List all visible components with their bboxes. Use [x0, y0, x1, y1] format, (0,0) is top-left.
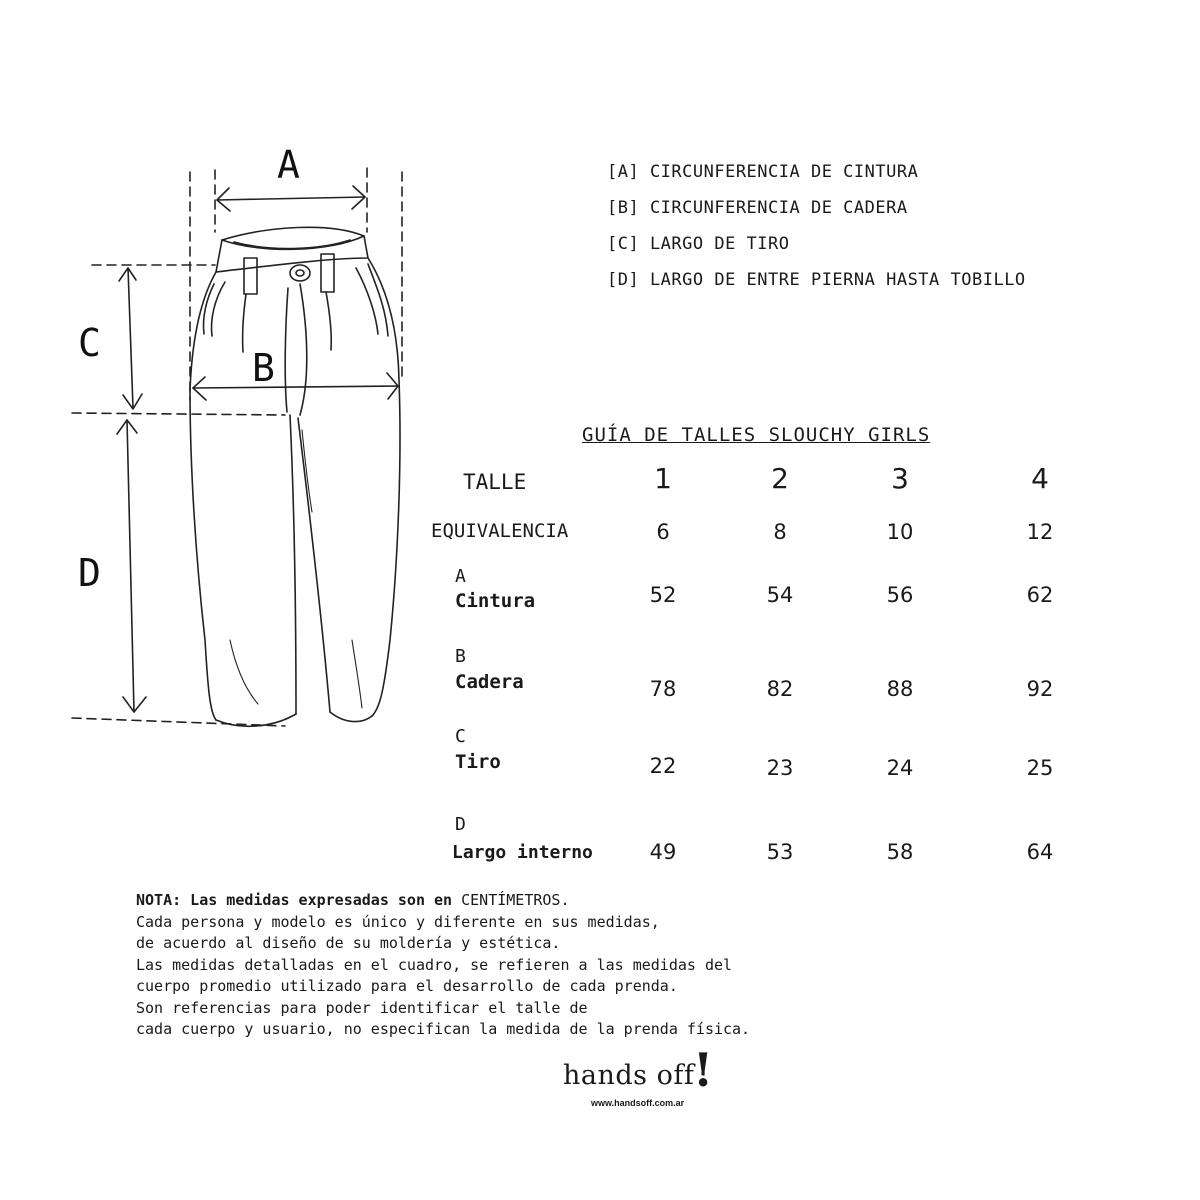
row-name-tiro: Tiro [455, 751, 501, 773]
row-letter-c: C [455, 726, 466, 747]
note-line-3: de acuerdo al diseño de su moldería y estética. [136, 934, 561, 952]
note-line-7: cada cuerpo y usuario, no especifican la medida de la prenda física. [136, 1020, 751, 1038]
row-letter-b: B [455, 646, 466, 667]
largo-value-1: 49 [649, 840, 677, 864]
legend-item-a: [A] CIRCUNFERENCIA DE CINTURA [607, 162, 919, 182]
equivalence-value-4: 12 [1026, 520, 1054, 544]
cadera-value-2: 82 [766, 677, 794, 701]
note-line-2: Cada persona y modelo es único y diferente en sus medidas, [136, 912, 660, 931]
equivalence-label: EQUIVALENCIA [431, 520, 569, 542]
note-line-6: Son referencias para poder identificar el talle de [136, 998, 588, 1017]
equivalence-value-3: 10 [886, 520, 914, 544]
cadera-value-1: 78 [649, 677, 677, 701]
brand-logo [563, 1043, 714, 1108]
size-header-label: TALLE [463, 470, 527, 494]
cintura-value-3: 56 [886, 583, 914, 607]
legend-item-c: [C] LARGO DE TIRO [607, 234, 790, 254]
guide-dashed-line [72, 413, 285, 415]
pants-measurement-diagram [0, 0, 440, 760]
legend-item-b: [B] CIRCUNFERENCIA DE CADERA [607, 198, 908, 218]
dimension-label-a: A [277, 143, 300, 187]
row-name-largo-interno: Largo interno [452, 842, 593, 863]
guide-dashed-line [72, 718, 285, 726]
size-header-1: 1 [654, 462, 672, 495]
measurement-legend [607, 160, 1026, 304]
largo-value-4: 64 [1026, 840, 1054, 864]
largo-value-2: 53 [766, 840, 794, 864]
brand-exclamation-mark: ! [693, 1043, 714, 1097]
tiro-value-1: 22 [649, 754, 677, 778]
note-line-5: cuerpo promedio utilizado para el desarrollo de cada prenda. [136, 977, 678, 995]
cadera-value-4: 92 [1026, 677, 1054, 701]
size-guide-title: GUÍA DE TALLES SLOUCHY GIRLS [582, 424, 931, 446]
cintura-value-2: 54 [766, 583, 794, 607]
dimension-label-b: B [252, 346, 275, 390]
row-letter-a: A [455, 566, 466, 587]
note-lead: NOTA: Las medidas expresadas son en [136, 891, 453, 909]
note-line-4: Las medidas detalladas en el cuadro, se refieren a las medidas del [136, 955, 733, 974]
size-header-2: 2 [771, 462, 789, 495]
measurement-note [136, 890, 750, 1041]
cintura-value-4: 62 [1026, 583, 1054, 607]
equivalence-value-1: 6 [656, 520, 670, 544]
row-name-cadera: Cadera [455, 671, 524, 693]
cintura-value-1: 52 [649, 583, 677, 607]
brand-url: www.handsoff.com.ar [591, 1098, 685, 1108]
equivalence-value-2: 8 [773, 520, 787, 544]
tiro-value-4: 25 [1026, 756, 1054, 780]
tiro-value-2: 23 [766, 756, 794, 780]
tiro-value-3: 24 [886, 756, 914, 780]
size-header-4: 4 [1031, 462, 1049, 495]
row-letter-d: D [455, 814, 466, 835]
note-line-1 [136, 890, 750, 912]
legend-item-d: [D] LARGO DE ENTRE PIERNA HASTA TOBILLO [607, 270, 1026, 290]
brand-name: hands off [563, 1060, 695, 1091]
note-unit: CENTÍMETROS. [461, 891, 570, 909]
size-header-3: 3 [891, 462, 909, 495]
dimension-label-c: C [78, 321, 101, 365]
cadera-value-3: 88 [886, 677, 914, 701]
row-name-cintura: Cintura [455, 590, 536, 612]
dimension-label-d: D [78, 551, 101, 595]
largo-value-3: 58 [886, 840, 914, 864]
